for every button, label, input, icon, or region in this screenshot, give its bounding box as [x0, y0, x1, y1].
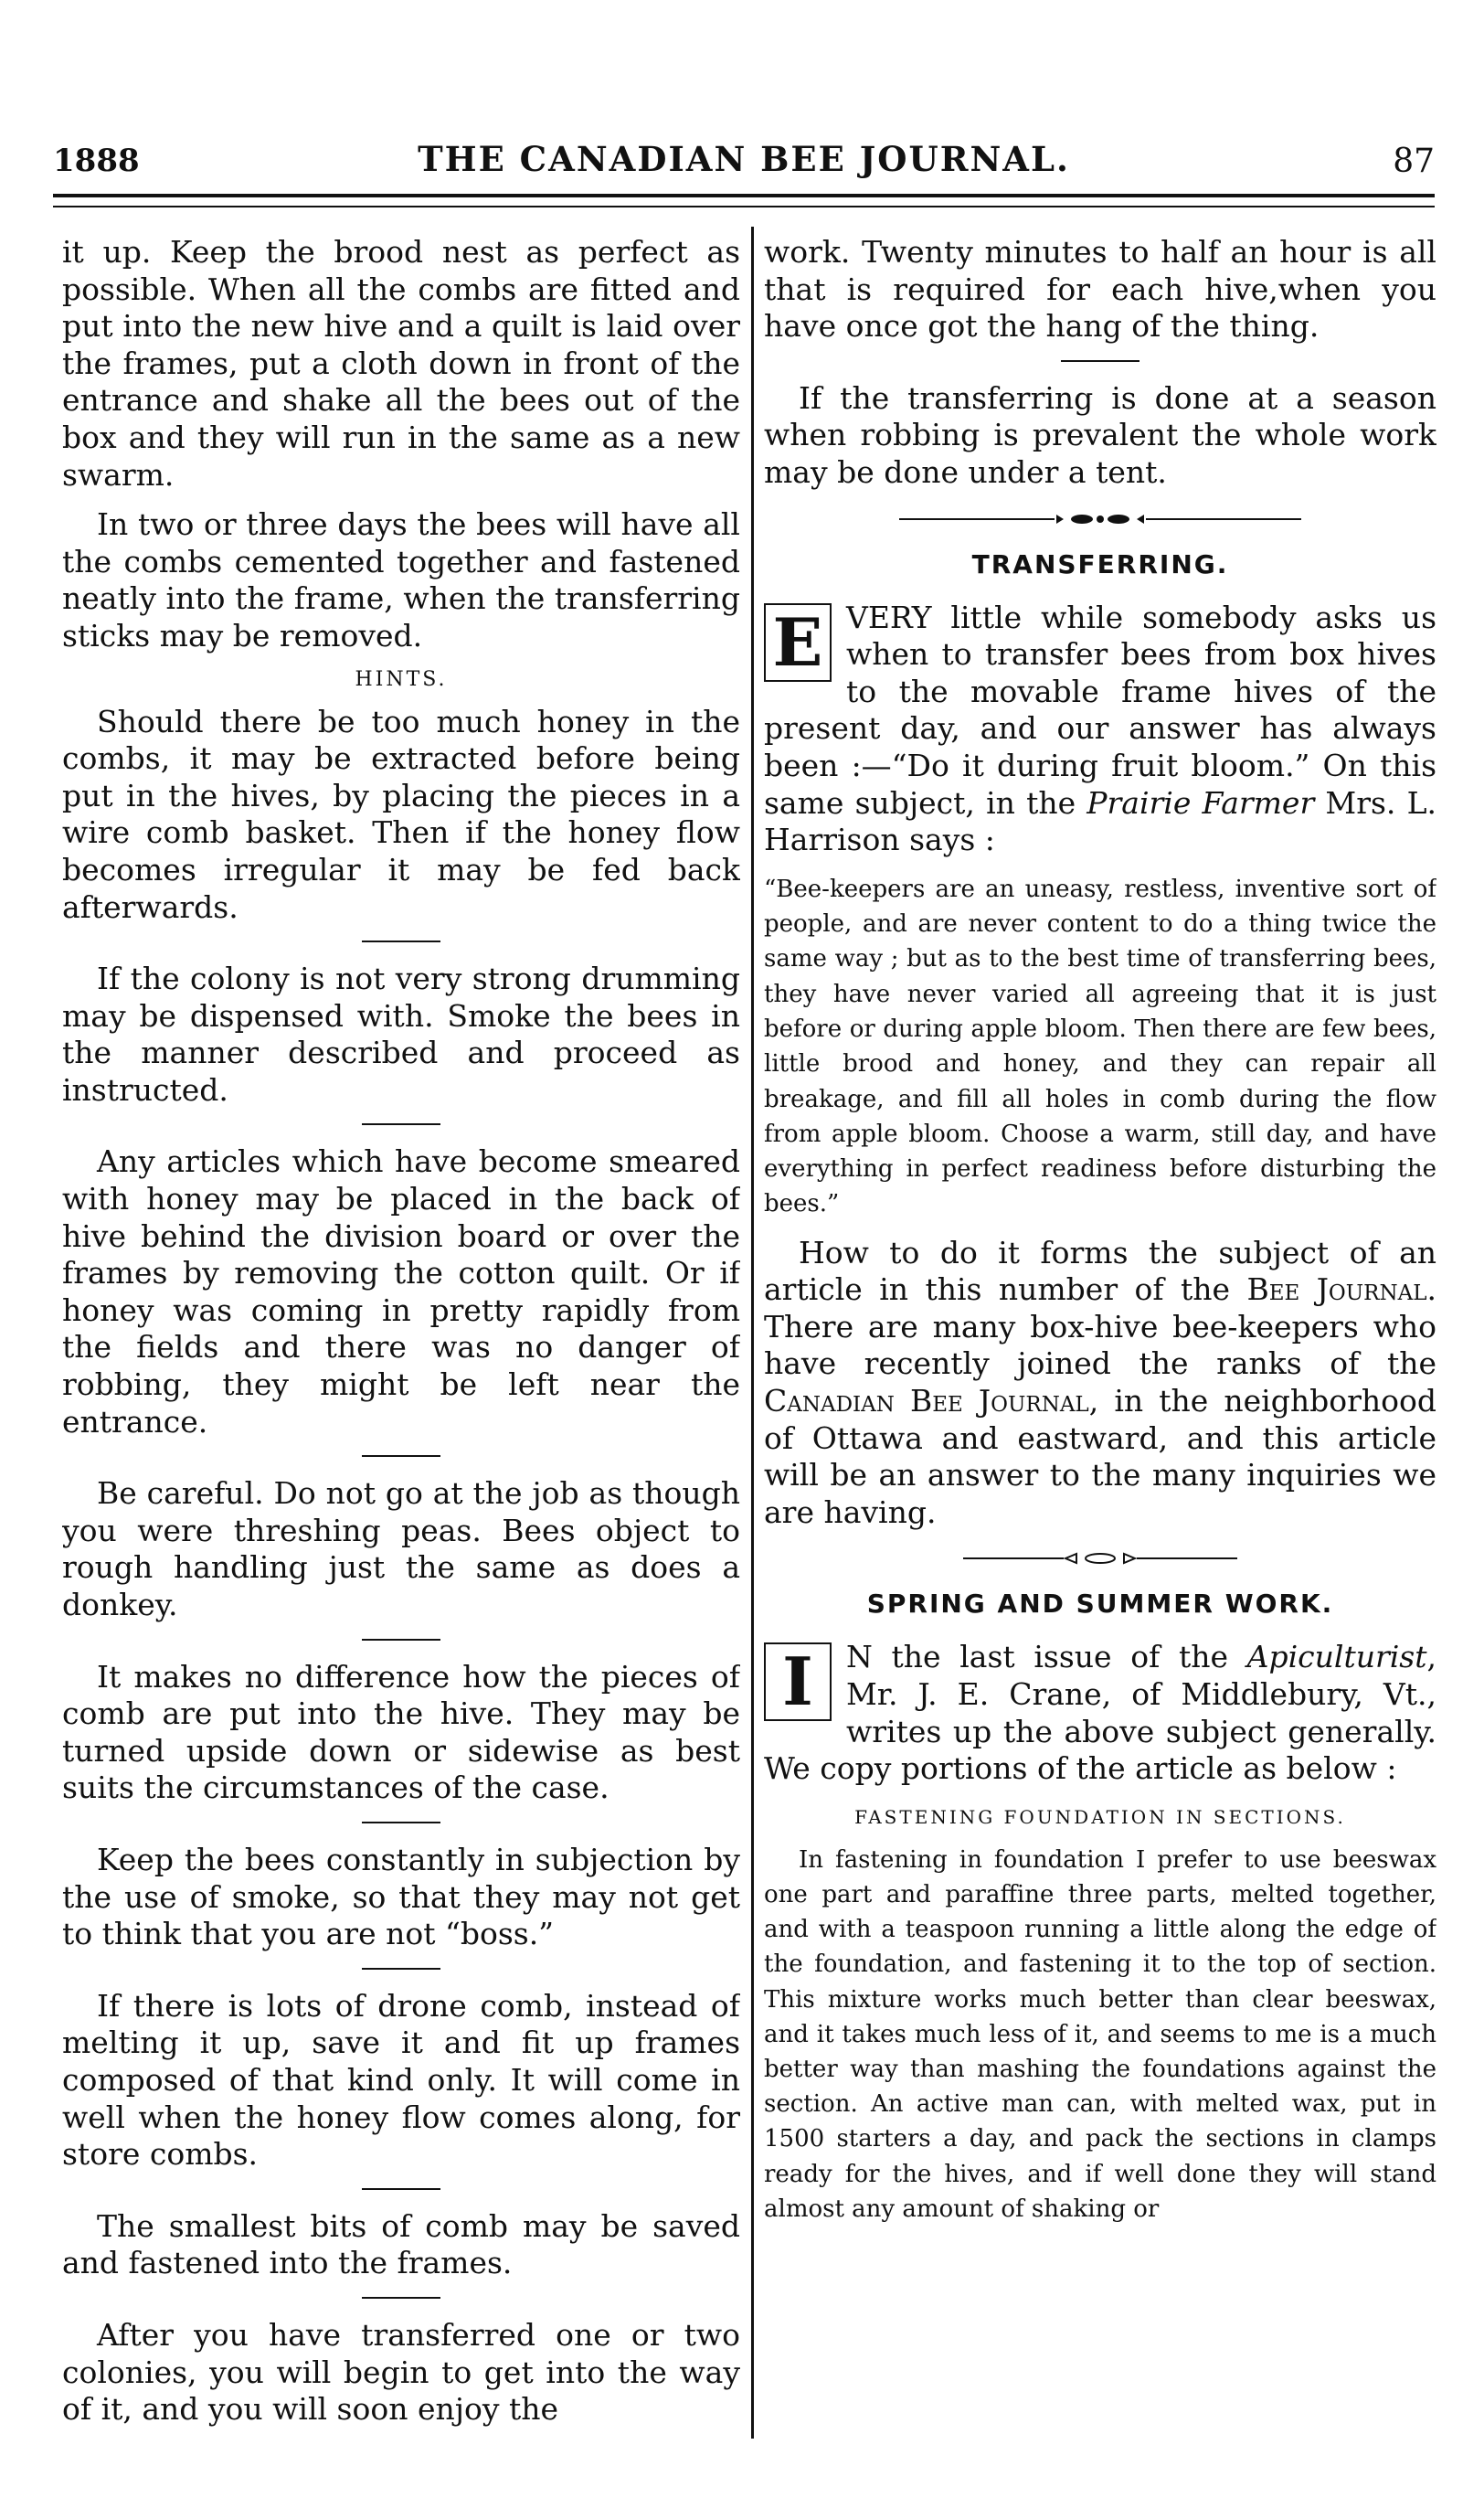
separator-rule: [362, 1968, 440, 1970]
hint-extract-honey: Should there be too much honey in the combs, it may be extracted before being put in the hives, by placing the pieces in a wire comb basket. Then if the honey flow becomes irregular it may be fed back afterwards.: [62, 703, 740, 925]
left-column: [62, 234, 740, 2437]
transferring-text: VERY little while somebody asks us when to transfer bees from box hives to the movable frame hives of the present day, and our answer has always been :—“Do it during fruit bloom.” On this same subject, in the: [764, 599, 1436, 821]
hints-heading: HINTS.: [355, 667, 448, 691]
subheading-fastening: FASTENING FOUNDATION IN SECTIONS.: [854, 1805, 1346, 1828]
header-rule-thick: [53, 194, 1435, 197]
hint-drone-comb: If there is lots of drone comb, instead of melting it up, save it and fit up frames composed of that kind only. It will come in well when the honey flow comes along, for store combs.: [62, 1987, 740, 2173]
separator-rule: [362, 1822, 440, 1823]
paragraph-fastening: In fastening in foundation I prefer to use beeswax one part and paraffine three parts, melted together, and with a teaspoon running a little along the edge of the foundation, and fastening it to the top of section. This mixture works much better than clear beeswax, and it takes much less of it, and seems to me is a much better way than mashing the foundations against the section. An active man can, with melted wax, put in 1500 starters a day, and pack the sections in clamps ready for the hives, and if well done they will stand almost any amount of shaking or: [764, 1845, 1436, 2223]
ornamental-divider: [764, 512, 1436, 529]
paragraph-spring-intro: [764, 1639, 1436, 1787]
paragraph-continued-work: work. Twenty minutes to half an hour is all that is required for each hive,when you have once got the hang of the thing.: [764, 234, 1436, 345]
separator-rule: [362, 1455, 440, 1457]
hint-get-into-way: After you have transferred one or two colonies, you will begin to get into the way of it, and you will soon enjoy the: [62, 2316, 740, 2428]
right-column: [764, 234, 1436, 2437]
dropcap-e: E: [764, 603, 832, 682]
paragraph-combs-cemented: In two or three days the bees will have all the combs cemented together and fastened neatly into the frame, when the transferring sticks may be removed.: [62, 506, 740, 654]
separator-rule: [362, 941, 440, 942]
how-to-text: . There are many box-hive bee-keepers who have recently joined the ranks of the: [764, 1271, 1436, 1382]
hint-smeared-articles: Any articles which have become smeared with honey may be placed in the back of hive behind the division board or over the frames by removing the cotton quilt. Or if honey was coming in pretty rapidly from the fields and there was no danger of robbing, they might be left near the entrance.: [62, 1143, 740, 1440]
separator-rule: [362, 2297, 440, 2299]
header-rule-thin: [53, 206, 1435, 207]
separator-rule: [1061, 360, 1140, 362]
spring-text: , Mr. J. E. Crane, of Middlebury, Vt., writes up the above subject generally. We copy portions of the article as below :: [764, 1639, 1436, 1787]
paragraph-how-to: [764, 1235, 1436, 1532]
paragraph-transferring-intro: [764, 600, 1436, 859]
separator-rule: [362, 1639, 440, 1641]
section-title-transferring: TRANSFERRING.: [971, 548, 1229, 579]
section-title-spring: SPRING AND SUMMER WORK.: [866, 1589, 1334, 1620]
how-to-text: How to do it forms the subject of an article in this number of the: [764, 1234, 1436, 1308]
paragraph-hive-transfer: it up. Keep the brood nest as perfect as possible. When all the combs are fitted and put into the new hive and a quilt is laid over the frames, put a cloth down in front of the entrance and shake all the bees out of the box and they will run in the same as a new swarm.: [62, 234, 740, 493]
header-year: 1888: [53, 143, 140, 179]
hint-comb-orientation: It makes no difference how the pieces of comb are put into the hive. They may be turned upside down or sidewise as best suits the circumstances of the case.: [62, 1658, 740, 1806]
hint-be-careful: Be careful. Do not go at the job as though you were threshing peas. Bees object to rough handling just the same as does a donkey.: [62, 1475, 740, 1622]
column-divider: [751, 227, 754, 2439]
cbj-name: Canadian Bee Journal: [764, 1383, 1089, 1419]
bee-journal-name: Bee Journal: [1246, 1271, 1427, 1308]
hint-weak-colony: If the colony is not very strong drumming may be dispensed with. Smoke the bees in the manner described and proceed as instructed.: [62, 961, 740, 1108]
ornamental-divider: [764, 1551, 1436, 1568]
hint-small-bits: The smallest bits of comb may be saved and fastened into the frames.: [62, 2207, 740, 2281]
journal-title: THE CANADIAN BEE JOURNAL.: [418, 139, 1070, 179]
how-to-text: , in the neighborhood of Ottawa and eastward, and this article will be an answer to the many inquiries we are having.: [764, 1383, 1436, 1530]
source-prairie-farmer: Prairie Farmer: [1086, 784, 1315, 821]
spring-text: N the last issue of the: [846, 1639, 1247, 1675]
page-number: 87: [1393, 143, 1435, 180]
hint-use-smoke: Keep the bees constantly in subjection by the use of smoke, so that they may not get to think that you are not “boss.”: [62, 1841, 740, 1952]
separator-rule: [362, 1123, 440, 1125]
transferring-text-end: Mrs. L. Harrison says :: [764, 784, 1436, 858]
source-apiculturist: Apiculturist: [1246, 1639, 1427, 1675]
separator-rule: [362, 2188, 440, 2190]
dropcap-i: I: [764, 1642, 832, 1721]
harrison-quote: “Bee-keepers are an uneasy, restless, inventive sort of people, and are never content to do a thing twice the same way ; but as to the best time of transferring bees, they have never varied all agreeing that it is just before or during apple bloom. Then there are few bees, little brood and honey, and they can repair all breakage, and fill all holes in comb during the flow from apple bloom. Choose a warm, still day, and have everything in perfect readiness before disturbing the bees.”: [764, 875, 1436, 1218]
paragraph-tent: If the transferring is done at a season when robbing is prevalent the whole work may be done under a tent.: [764, 379, 1436, 490]
running-head: [53, 135, 1435, 190]
